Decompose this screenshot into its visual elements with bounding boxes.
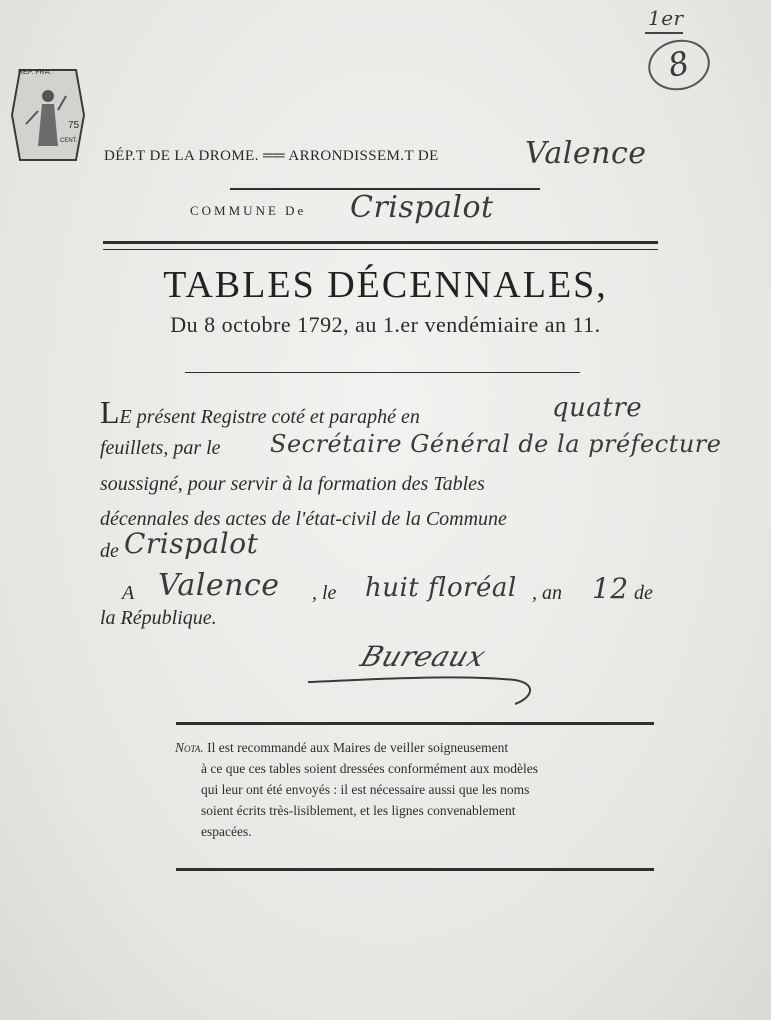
title-top-rule-thin [103,249,658,250]
title-top-rule-thick [103,241,658,244]
date-place-hand: Valence [158,568,280,603]
commune-hand: Crispalot [350,190,494,225]
commune-name-hand: Crispalot [124,527,259,560]
arrondissement-hand: Valence [525,136,647,171]
body-line-2: feuillets, par le [100,437,221,459]
revenue-stamp [10,66,86,164]
department-label: DÉP.T DE LA DROME. ══ ARRONDISSEM.T DE [104,148,439,164]
date-republique: la République. [100,607,217,629]
signature-flourish-icon [300,660,540,710]
nota-bottom-rule [176,868,654,871]
body-line-5: de [100,540,119,562]
signature: Bureaux [356,640,490,673]
drop-initial: L [100,394,120,430]
date-le: , le [312,582,337,604]
page-number-hand: 1er [648,6,684,30]
date-a: A [122,582,135,604]
body-line-3: soussigné, pour servir à la formation des Tables [100,473,485,495]
nota-line-4: soient écrits très-lisiblement, et les lignes convenablement [201,803,516,818]
page-number-underline [645,32,683,34]
nota-line-1 [175,737,657,758]
date-de: de [634,582,653,604]
stamp-icon [10,66,86,164]
nota-top-rule [176,722,654,725]
page-subtitle: Du 8 octobre 1792, au 1.er vendémiaire an 11. [170,312,601,337]
nota-line-5: espacées. [201,824,252,839]
folio-number-hand: 8 [643,34,714,96]
sheet-count-hand: quatre [552,393,643,423]
body-line-1 [100,394,420,431]
page-title: TABLES DÉCENNALES, [163,264,608,306]
nota-label: Nota. [175,740,204,755]
commune-label: COMMUNE De [190,203,307,218]
body-line-1-text: E présent Registre coté et paraphé en [119,406,420,428]
nota-line-3: qui leur ont été envoyés : il est nécessaire aussi que les noms [201,782,530,797]
date-an: , an [532,582,562,604]
date-year-hand: 12 [592,572,629,605]
date-day-hand: huit floréal [365,573,517,603]
stamp-value: 75 [68,120,80,131]
stamp-unit: CENT. [60,138,78,144]
signatory-title-hand: Secrétaire Général de la préfecture [270,430,722,458]
nota-line-2: à ce que ces tables soient dressées conformément aux modèles [201,761,538,776]
body-line-4: décennales des actes de l'état-civil de la Commune [100,508,507,530]
nota-line-1-text: Il est recommandé aux Maires de veiller soigneusement [207,740,509,755]
nota-block [175,737,657,842]
stamp-top-text: REP. FRA. [18,69,52,76]
title-bottom-rule [185,372,580,373]
